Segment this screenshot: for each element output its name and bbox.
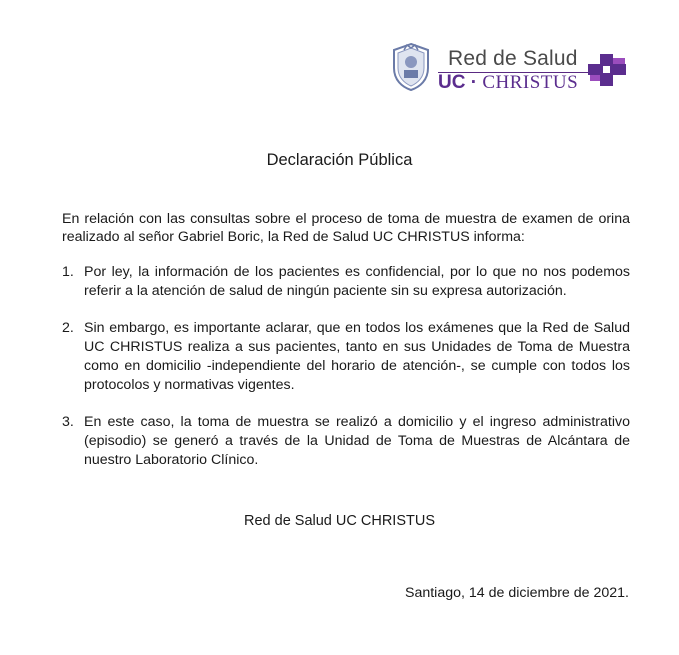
list-item-text: En este caso, la toma de muestra se realizó a domicilio y el ingreso administrativo (episodio) se generó a través de la Unidad de Toma de Muestras de Alcántara de nuestro Laboratorio Clínico. [84,414,630,468]
logo-red-de-salud-text: Red de Salud [448,47,578,70]
logo-christus: CHRISTUS [482,72,579,93]
list-item [62,319,630,395]
logo-dot: · [470,72,478,93]
christus-cross-icon [586,52,630,88]
logo-uc: UC [438,72,466,93]
list-item-text: Sin embargo, es importante aclarar, que en todos los exámenes que la Red de Salud UC CHRISTUS realiza a sus pacientes, tanto en sus Unidades de Toma de Muestra como en domicilio -independiente del horario de atención-, se cumple con todos los protocolos y normativas vigentes. [84,320,630,393]
list-item [62,413,630,470]
signature: Red de Salud UC CHRISTUS [244,513,435,529]
date-line: Santiago, 14 de diciembre de 2021. [404,585,629,601]
intro-paragraph: En relación con las consultas sobre el proceso de toma de muestra de examen de orina realizado al señor Gabriel Boric, la Red de Salud UC CHRISTUS informa: [62,211,630,245]
list-item-text: Por ley, la información de los pacientes es confidencial, por lo que no nos podemos referir a la atención de salud de ningún paciente sin su expresa autorización. [84,264,630,299]
page-title: Declaración Pública [266,151,413,169]
list-item-number: 3. [62,414,74,430]
statement-list [62,263,630,488]
list-item-number: 2. [62,320,74,336]
list-item [62,263,630,301]
red-de-salud-uc-christus-logo [390,42,640,96]
logo-uc-christus-text [438,72,578,94]
uc-seal-icon [390,42,432,92]
list-item-number: 1. [62,264,74,280]
